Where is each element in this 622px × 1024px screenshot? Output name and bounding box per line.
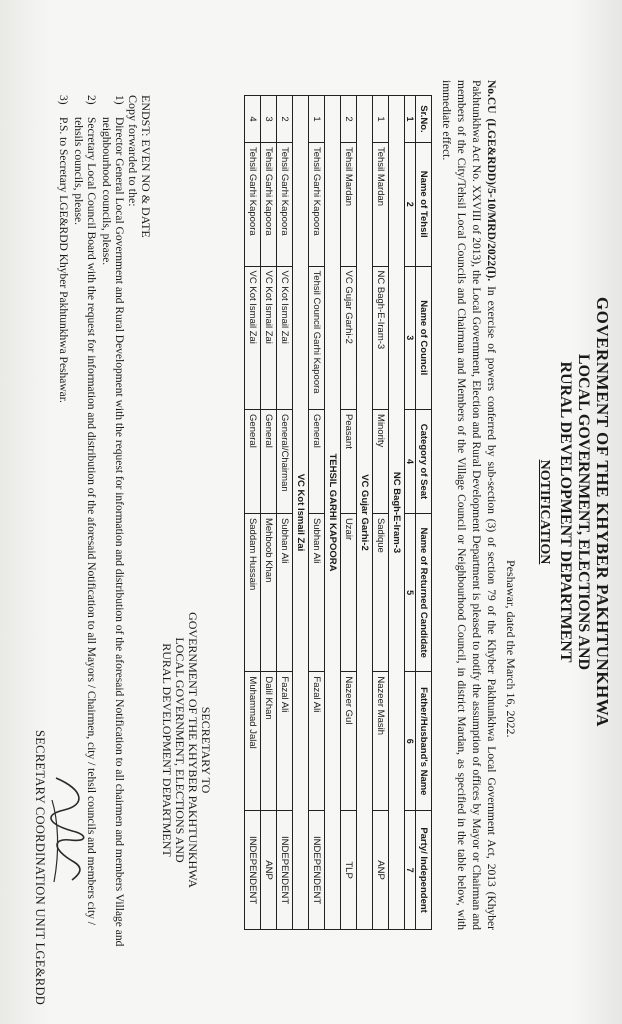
cell-father: Fazal Ali <box>277 672 293 811</box>
cell-party: TLP <box>341 811 357 930</box>
header-line-1: GOVERNMENT OF THE KHYBER PAKHTUNKHWA <box>593 296 612 728</box>
table-row <box>261 96 277 930</box>
table-header-row <box>416 96 432 930</box>
col-number: 3 <box>405 266 416 410</box>
cell-tehsil: Tehsil Garhi Kapoora <box>309 142 325 266</box>
cell-category: Peasant <box>341 410 357 514</box>
col-number: 2 <box>405 142 416 266</box>
cell-sr: 1 <box>309 96 325 143</box>
cell-council: VC Kot Ismail Zai <box>261 266 277 410</box>
cell-father: Nazeer Masih <box>373 672 389 811</box>
cell-tehsil: Tehsil Mardan <box>373 142 389 266</box>
header-line-2: LOCAL GOVERNMENT, ELECTIONS AND <box>575 353 592 671</box>
item-text: Secretary Local Council Board with the request for information and distribution of the aforesaid Notification to all Mayors / Chairmen, city / tehsil councils and members city / tehsils councils, please. <box>72 117 97 925</box>
cell-sr: 1 <box>373 96 389 143</box>
signature-line: GOVERNMENT OF THE KHYBER PAKHTUNKHWA <box>186 612 200 888</box>
cell-tehsil: Tehsil Mardan <box>341 142 357 266</box>
header-party: Party/ Independent <box>416 811 432 930</box>
group-subheading: NC Bagh-E-Iram-3 <box>389 96 405 930</box>
item-number: 1) <box>113 95 125 105</box>
table-row <box>245 96 261 930</box>
notification-date: Peshawar, dated the March 16, 2022. <box>504 560 518 738</box>
col-number: 4 <box>405 410 416 514</box>
cell-party: ANP <box>261 811 277 930</box>
cell-council: VC Kot Ismail Zai <box>245 266 261 410</box>
cell-father: Dalil Khan <box>261 672 277 811</box>
group-subheading: VC Kot Ismail Zai <box>293 96 309 930</box>
intro-paragraph <box>438 80 498 930</box>
item-number: 3) <box>57 95 69 105</box>
cell-sr: 2 <box>341 96 357 143</box>
header-sr-no: Sr.No. <box>416 96 432 143</box>
cell-tehsil: Tehsil Garhi Kapoora <box>261 142 277 266</box>
col-number: 7 <box>405 811 416 930</box>
cell-tehsil: Tehsil Garhi Kapoora <box>277 142 293 266</box>
item-text: Director General Local Government and Rural Development with the request for information and distribution of the aforesaid Notification to all chairmen and members Village and neighbourhood councils, please. <box>100 117 125 947</box>
column-number-row <box>405 96 416 930</box>
copy-forwarded-line: Copy forwarded to the: <box>126 95 140 207</box>
table-row <box>341 96 357 930</box>
cell-sr: 3 <box>261 96 277 143</box>
list-item <box>99 95 125 955</box>
handwritten-signature-icon <box>44 770 94 890</box>
header-line-3: RURAL DEVELOPMENT DEPARTMENT <box>557 361 574 663</box>
cell-tehsil: Tehsil Garhi Kapoora <box>245 142 261 266</box>
cell-party: INDEPENDENT <box>245 811 261 930</box>
col-number: 6 <box>405 672 416 811</box>
cell-party: INDEPENDENT <box>277 811 293 930</box>
table-row <box>373 96 389 930</box>
signature-line: RURAL DEVELOPMENT DEPARTMENT <box>160 643 174 857</box>
header-council: Name of Council <box>416 266 432 410</box>
cell-father: Muhammad Jalal <box>245 672 261 811</box>
secretary-signature-block <box>160 560 212 940</box>
cell-council: NC Bagh-E-Iram-3 <box>373 266 389 410</box>
cell-category: General/Chairman <box>277 410 293 514</box>
results-table <box>244 95 432 930</box>
endorsement-line: ENDST: EVEN NO & DATE <box>139 95 153 238</box>
cell-candidate: Uzair <box>341 513 357 671</box>
table-row <box>277 96 293 930</box>
header-father: Father/Husband's Name <box>416 672 432 811</box>
cell-party: INDEPENDENT <box>309 811 325 930</box>
cell-council: Tehsil Council Garhi Kapoora <box>309 266 325 410</box>
endorsement-block <box>126 95 152 238</box>
header-tehsil: Name of Tehsil <box>416 142 432 266</box>
cell-candidate: Mehboob Khan <box>261 513 277 671</box>
signature-line: LOCAL GOVERNMENT, ELECTIONS AND <box>173 637 187 863</box>
cell-candidate: Subhan Ali <box>309 513 325 671</box>
intro-text: In exercise of powers conferred by sub-section (3) of section 79 of the Khyber Pakhtunkhwa Local Government Act, 2013 (Khyber Pakhtunkhwa Act No. XXVIII of 2013), the Local Government, Election and Rural Development Department is pleased to notify the assumption of offices by Mayor or Chairman and members of the City/Tehsil Local Councils and Chairman and Members of the Village Council or Neighbourhood Council, in district Mardan, as specified in the table below, with immediate effect. <box>440 80 497 930</box>
item-text: P.S. to Secretary LGE&RDD Khyber Pakhtunkhwa Peshawar. <box>57 117 69 403</box>
col-number: 1 <box>405 96 416 143</box>
col-number: 5 <box>405 513 416 671</box>
coordination-unit-signature: SECRETARY COORDINATION UNIT LGE&RDD <box>33 730 47 1006</box>
cell-candidate: Sadique <box>373 513 389 671</box>
notification-title: NOTIFICATION <box>537 459 552 565</box>
cell-father: Nazeer Gul <box>341 672 357 811</box>
cell-party: ANP <box>373 811 389 930</box>
cell-category: General <box>261 410 277 514</box>
group-subheading: VC Gujar Garhi-2 <box>357 96 373 930</box>
header-category: Category of Seat <box>416 410 432 514</box>
cell-father: Fazal Ali <box>309 672 325 811</box>
cell-sr: 4 <box>245 96 261 143</box>
signature-line: SECRETARY TO <box>199 706 213 794</box>
cell-council: VC Gujar Garhi-2 <box>341 266 357 410</box>
cell-category: General <box>245 410 261 514</box>
cell-council: VC Kot Ismail Zai <box>277 266 293 410</box>
reference-number: No.CU (LGE&RDD)/5-10/MRD/2022(I). <box>485 80 497 282</box>
item-number: 2) <box>85 95 97 105</box>
group-subheading: TEHSIL GARHI KAPOORA <box>325 96 341 930</box>
cell-sr: 2 <box>277 96 293 143</box>
cell-category: Minority <box>373 410 389 514</box>
cell-category: General <box>309 410 325 514</box>
table-row <box>309 96 325 930</box>
header-candidate: Name of Returned Candidate <box>416 513 432 671</box>
cell-candidate: Saddam Hussain <box>245 513 261 671</box>
cell-candidate: Subhan Ali <box>277 513 293 671</box>
